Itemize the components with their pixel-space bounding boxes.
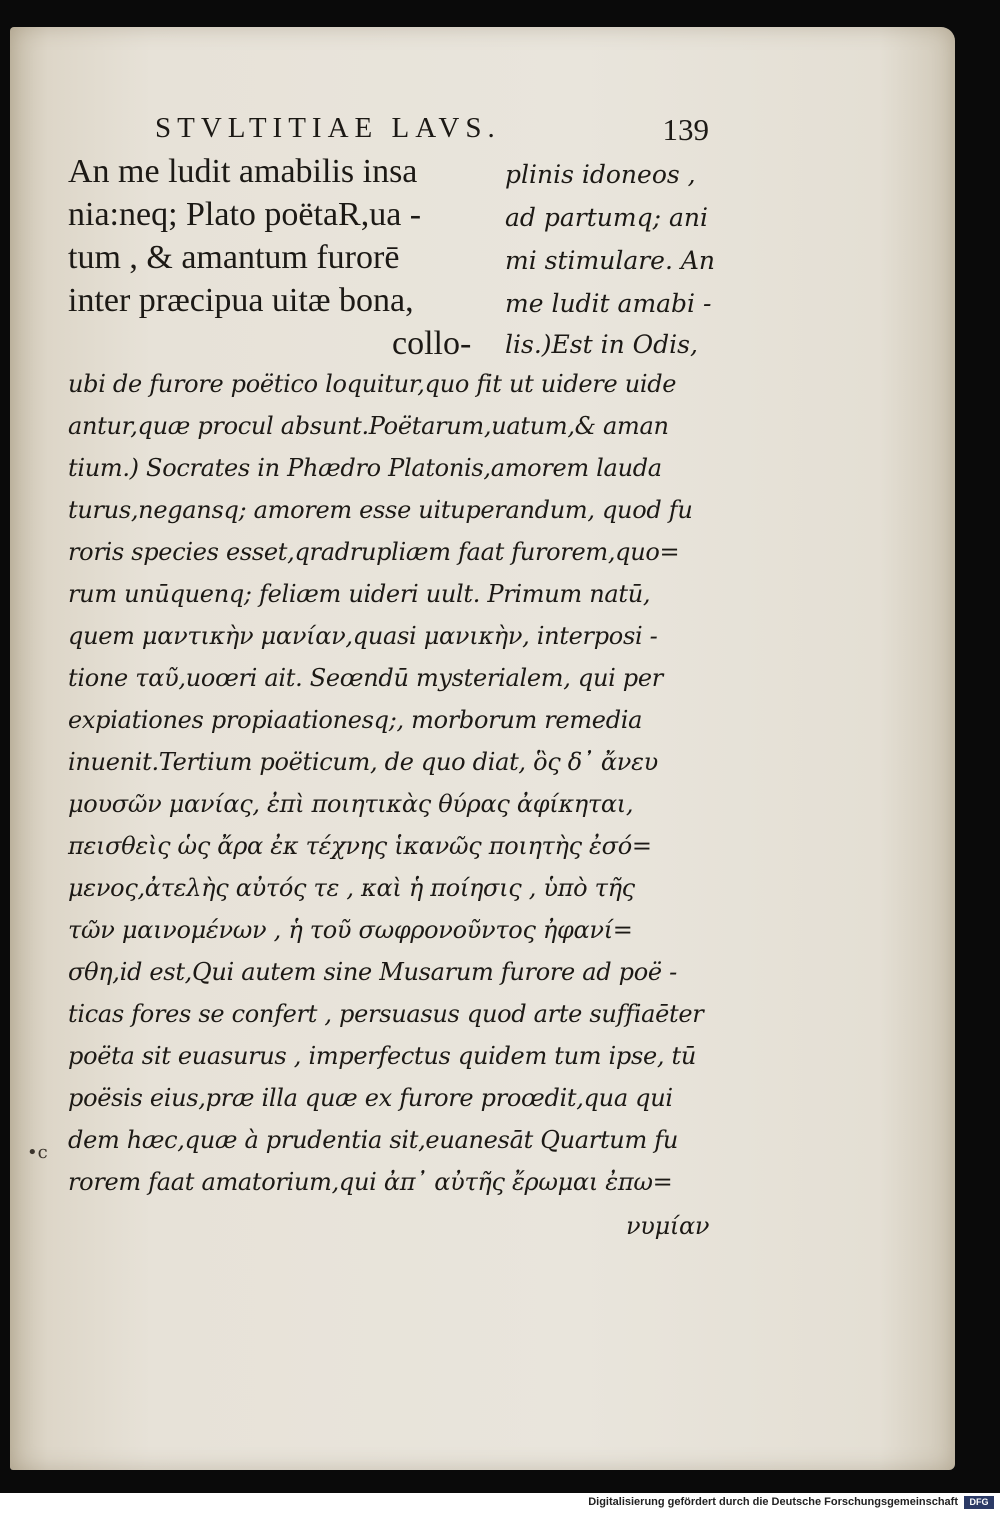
body-line: νυμίαν: [626, 1212, 710, 1240]
body-line: rorem faat amatorium,qui ἀπ᾽ αὐτῆς ἔρωμαι ἐπω=: [68, 1168, 673, 1196]
body-line: πεισθεὶς ὡς ἄρα ἐκ τέχνης ἱκανῶς ποιητὴς ἐσό=: [68, 832, 652, 860]
running-head: STVLTITIAE LAVS.: [155, 112, 501, 144]
lemma-line: An me ludit amabilis insa: [68, 153, 418, 190]
body-line: ubi de furore poëtico loquitur,quo fit ut uidere uide: [68, 370, 677, 398]
gloss-line: ad partumq; ani: [505, 203, 708, 232]
body-line: μενος,ἀτελὴς αὐτός τε , καὶ ἡ ποίησις , ὑπὸ τῆς: [68, 874, 635, 902]
body-line: tione ταῦ,uoœri ait. Seœndū mysterialem, qui per: [68, 664, 663, 692]
gloss-line: mi stimulare. An: [505, 246, 716, 275]
body-line: antur,quæ procul absunt.Poëtarum,uatum,& aman: [68, 412, 669, 440]
body-line: μουσῶν μανίας, ἐπὶ ποιητικὰς θύρας ἀφίκηται,: [68, 790, 634, 818]
lemma-line: nia:neq; Plato poëtaR,ua -: [68, 196, 422, 233]
funding-credit: Digitalisierung gefördert durch die Deutsche Forschungsgemeinschaft: [588, 1496, 958, 1508]
body-line: ticas fores se confert , persuasus quod arte suffiaēter: [68, 1000, 704, 1028]
body-line: quem μαντικὴν μανίαν,quasi μανικὴν, interposi -: [68, 622, 658, 650]
gloss-line: lis.)Est in Odis,: [505, 330, 698, 359]
body-line: rum unūquenq; feliæm uideri uult. Primum natū,: [68, 580, 651, 608]
gloss-line: me ludit amabi -: [505, 289, 712, 318]
margin-mark: •c: [27, 1142, 48, 1163]
body-line: dem hæc,quæ à prudentia sit,euanesāt Quartum fu: [68, 1126, 678, 1154]
body-line: σθη,id est,Qui autem sine Musarum furore ad poë -: [68, 958, 677, 986]
body-line: turus,negansq; amorem esse uituperandum, quod fu: [68, 496, 693, 524]
body-line: expiationes propiaationesq;, morborum remedia: [68, 706, 643, 734]
lemma-line: tum , & amantum furorē: [68, 239, 400, 276]
body-line: poëta sit euasurus , imperfectus quidem tum ipse, tū: [68, 1042, 697, 1070]
gloss-line: plinis idoneos ,: [505, 160, 696, 189]
dfg-logo: DFG: [964, 1496, 994, 1509]
page-number: 139: [662, 112, 709, 147]
body-line: τῶν μαινομένων , ἡ τοῦ σωφρονοῦντος ἠφανί=: [68, 916, 633, 944]
lemma-line: collo-: [392, 325, 472, 362]
body-line: inuenit.Tertium poëticum, de quo diat, ὃς δ᾽ ἄνευ: [68, 748, 658, 776]
body-line: poësis eius,præ illa quæ ex furore proœdit,qua qui: [68, 1084, 673, 1112]
body-line: tium.) Socrates in Phædro Platonis,amorem lauda: [68, 454, 662, 482]
page-header: [155, 112, 715, 156]
body-line: roris species esset,qradrupliæm faat furorem,quo=: [68, 538, 680, 566]
lemma-line: inter præcipua uitæ bona,: [68, 282, 414, 319]
